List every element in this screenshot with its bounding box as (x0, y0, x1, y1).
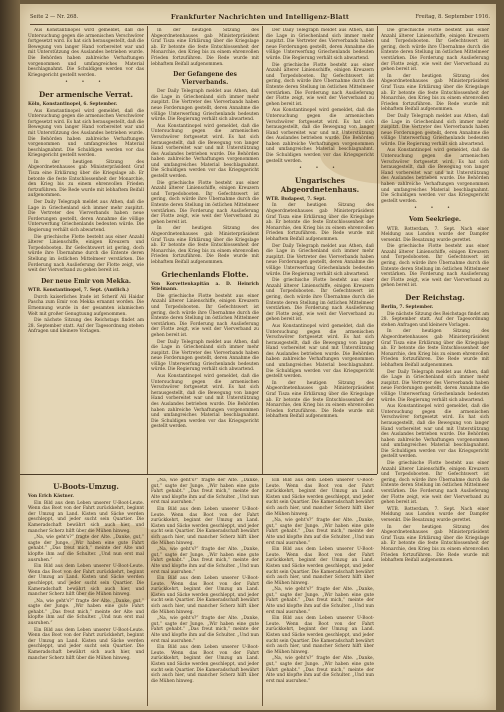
article-headline: Griechenlands Flotte. (161, 269, 249, 279)
body-text: „Na, wie geht's?“ fragte der Alte. „Danke, gut,“ sagte der Junge. „Wir haben eine gute Fahrt gehabt.“ „Das freut mich,“ meinte der Alte und klopfte ihm auf die Schulter. „Und nun erst mal ausruhen.“ (266, 587, 374, 615)
section-rule (20, 474, 377, 475)
body-text: „Na, wie geht's?“ fragte der Alte. „Danke, gut,“ sagte der Junge. „Wir haben eine gute Fahrt gehabt.“ „Das freut mich,“ meinte der Alte und klopfte ihm auf die Schulter. „Und nun erst mal ausruhen.“ (151, 547, 259, 575)
body-text: Die griechische Flotte besteht aus einer Anzahl älterer Linienschiffe, einigen Kreuzern und Torpedobooten. Ihr Gefechtswert ist gering, doch würde ihre Übernahme durch die Entente deren Stellung im östlichen Mittelmeer verstärken. Die Forderung nach Auslieferung der Flotte zeigt, wie weit der Vierverband zu gehen bereit ist. (381, 28, 489, 73)
page-edge (0, 0, 20, 712)
article-byline: Von Erich Kästner. (28, 494, 74, 499)
body-text: In der heutigen Sitzung des Abgeordnetenhauses gab Ministerpräsident Graf Tisza eine Erklärung über die Kriegslage ab. Er betonte die feste Entschlossenheit der Monarchie, den Krieg bis zu einem ehrenvollen Frieden fortzuführen. Die Rede wurde mit lebhaftem Beifall aufgenommen. (266, 380, 374, 420)
article-byline: WTB. Konstantinopel, 7. Sept. (Amtlich.) (28, 288, 129, 294)
body-text: Ein Bild aus dem Leben unserer U-Boot-Leute. Wenn das Boot von der Fahrt zurückkehrt, beginnt der Umzug an Land. Kisten und Säcke werden geschleppt, und jeder sucht sein Quartier. Die Kameradschaft bewährt sich auch hier, und mancher Scherz hilft über die Mühen hinweg. (28, 627, 144, 661)
column-rule (147, 26, 148, 474)
column-rule (262, 26, 263, 474)
newspaper-page (20, 4, 496, 710)
body-text: Durch kaiserliches Irade ist Scherif Ali Haidar Pascha zum Emir von Mekka ernannt worden. Die Ernennung wurde in der gesamten islamischen Welt mit großer Genugtuung aufgenommen. (28, 294, 144, 317)
column-4 (381, 28, 489, 704)
body-text: „Na, wie geht's?“ fragte der Alte. „Danke, gut,“ sagte der Junge. „Wir haben eine gute Fahrt gehabt.“ „Das freut mich,“ meinte der Alte und klopfte ihm auf die Schulter. „Und nun erst mal ausruhen.“ (151, 478, 259, 506)
body-text: Die griechische Flotte besteht aus einer Anzahl älterer Linienschiffe, einigen Kreuzern und Torpedobooten. Ihr Gefechtswert ist gering, doch würde ihre Übernahme durch die Entente deren Stellung im östlichen Mittelmeer verstärken. Die Forderung nach Auslieferung der Flotte zeigt, wie weit der Vierverband zu gehen bereit ist. (381, 461, 489, 506)
article-headline: Vom Seekriege. (408, 216, 462, 223)
body-text: „Na, wie geht's?“ fragte der Alte. „Danke, gut,“ sagte der Junge. „Wir haben eine gute Fahrt gehabt.“ „Das freut mich,“ meinte der Alte und klopfte ihm auf die Schulter. „Und nun erst mal ausruhen.“ (28, 598, 144, 627)
column-feuilleton-1 (28, 478, 144, 706)
body-text: Aus Konstantinopel wird gemeldet, daß die Untersuchung gegen die armenischen Verschwörer fortgesetzt wird. Es hat sich herausgestellt, daß die Bewegung von langer Hand vorbereitet war und mit Unterstützung des Auslandes betrieben wurde. Die Behörden haben zahlreiche Verhaftungen vorgenommen und umfangreiches Material beschlagnahmt. Die Schuldigen werden vor das Kriegsgericht gestellt werden. (266, 108, 374, 164)
body-text: Die nächste Sitzung des Reichstags findet am 28. September statt. Auf der Tagesordnung stehen Anfragen und kleinere Vorlagen. (28, 318, 144, 335)
body-text: „Na, wie geht's?“ fragte der Alte. „Danke, gut,“ sagte der Junge. „Wir haben eine gute Fahrt gehabt.“ „Das freut mich,“ meinte der Alte und klopfte ihm auf die Schulter. „Und nun erst mal ausruhen.“ (266, 656, 374, 684)
body-text: In der heutigen Sitzung des Abgeordnetenhauses gab Ministerpräsident Graf Tisza eine Erklärung über die Kriegslage ab. Er betonte die feste Entschlossenheit der Monarchie, den Krieg bis zu einem ehrenvollen Frieden fortzuführen. Die Rede wurde mit lebhaftem Beifall aufgenommen. (266, 203, 374, 242)
column-feuilleton-2 (151, 478, 259, 706)
body-text: Aus Konstantinopel wird gemeldet, daß die Untersuchung gegen die armenischen Verschwörer fortgesetzt wird. Es hat sich herausgestellt, daß die Bewegung von langer Hand vorbereitet war und mit Unterstützung des Auslandes betrieben wurde. Die Behörden haben zahlreiche Verhaftungen vorgenommen und umfangreiches Material beschlagnahmt. Die Schuldigen werden vor das Kriegsgericht gestellt werden. (28, 108, 144, 159)
body-text: Aus Konstantinopel wird gemeldet, daß die Untersuchung gegen die armenischen Verschwörer fortgesetzt wird. Es hat sich herausgestellt, daß die Bewegung von langer Hand vorbereitet war und mit Unterstützung des Auslandes betrieben wurde. Die Behörden haben zahlreiche Verhaftungen vorgenommen und umfangreiches Material beschlagnahmt. Die Schuldigen werden vor das Kriegsgericht gestellt werden. (266, 323, 374, 380)
article-headline: Der neue Emir von Mekka. (41, 277, 131, 285)
page-number: Seite 2 — Nr. 268. (30, 14, 79, 20)
body-text: Der Daily Telegraph meldet aus Athen, daß die Lage in Griechenland sich immer mehr zuspitzt. Die Vertreter des Vierverbands haben neue Forderungen gestellt, deren Annahme die völlige Unterwerfung Griechenlands bedeuten würde. Die Regierung verhält sich abwartend. (151, 339, 259, 373)
body-text: Der Daily Telegraph meldet aus Athen, daß die Lage in Griechenland sich immer mehr zuspitzt. Die Vertreter des Vierverbands haben neue Forderungen gestellt, deren Annahme die völlige Unterwerfung Griechenlands bedeuten würde. Die Regierung verhält sich abwartend. (266, 243, 374, 277)
masthead: Frankfurter Nachrichten und Intelligenz-Blatt (170, 13, 350, 21)
body-text: Aus Konstantinopel wird gemeldet, daß die Untersuchung gegen die armenischen Verschwörer fortgesetzt wird. Es hat sich herausgestellt, daß die Bewegung von langer Hand vorbereitet war und mit Unterstützung des Auslandes betrieben wurde. Die Behörden haben zahlreiche Verhaftungen vorgenommen und umfangreiches Material beschlagnahmt. Die Schuldigen werden vor das Kriegsgericht gestellt werden. (151, 123, 259, 180)
body-text: WTB. Rotterdam, 7. Sept. Nach einer Meldung aus London wurde der Dampfer versenkt. Die Besatzung wurde gerettet. (381, 226, 489, 243)
body-text: WTB. Rotterdam, 7. Sept. Nach einer Meldung aus London wurde der Dampfer versenkt. Die Besatzung wurde gerettet. (381, 506, 489, 523)
page-header (30, 10, 490, 25)
article-headline: U-Boots-Umzug. (53, 482, 119, 491)
body-text: Die griechische Flotte besteht aus einer Anzahl älterer Linienschiffe, einigen Kreuzern und Torpedobooten. Ihr Gefechtswert ist gering, doch würde ihre Übernahme durch die Entente deren Stellung im östlichen Mittelmeer verstärken. Die Forderung nach Auslieferung der Flotte zeigt, wie weit der Vierverband zu gehen bereit ist. (381, 244, 489, 289)
separator: • • • (64, 79, 108, 86)
column-rule (262, 478, 263, 706)
body-text: Aus Konstantinopel wird gemeldet, daß die Untersuchung gegen die armenischen Verschwörer fortgesetzt wird. Es hat sich herausgestellt, daß die Bewegung von langer Hand vorbereitet war und mit Unterstützung des Auslandes betrieben wurde. Die Behörden haben zahlreiche Verhaftungen vorgenommen und umfangreiches Material beschlagnahmt. Die Schuldigen werden vor das Kriegsgericht gestellt werden. (151, 374, 259, 430)
column-feuilleton-3 (266, 478, 374, 706)
article-headline: Der Gefangene des Vierverbands. (173, 71, 237, 86)
column-1 (28, 28, 144, 472)
body-text: In der heutigen Sitzung des Abgeordnetenhauses gab Ministerpräsident Graf Tisza eine Erklärung über die Kriegslage ab. Er betonte die feste Entschlossenheit der Monarchie, den Krieg bis zu einem ehrenvollen Frieden fortzuführen. Die Rede wurde mit lebhaftem Beifall aufgenommen. (381, 73, 489, 113)
body-text: Die griechische Flotte besteht aus einer Anzahl älterer Linienschiffe, einigen Kreuzern und Torpedobooten. Ihr Gefechtswert ist gering, doch würde ihre Übernahme durch die Entente deren Stellung im östlichen Mittelmeer verstärken. Die Forderung nach Auslieferung der Flotte zeigt, wie weit der Vierverband zu gehen bereit ist. (266, 278, 374, 323)
body-text: Der Daily Telegraph meldet aus Athen, daß die Lage in Griechenland sich immer mehr zuspitzt. Die Vertreter des Vierverbands haben neue Forderungen gestellt, deren Annahme die völlige Unterwerfung Griechenlands bedeuten würde. Die Regierung verhält sich abwartend. (381, 113, 489, 147)
body-text: Die nächste Sitzung des Reichstags findet am 28. September statt. Auf der Tagesordnung stehen Anfragen und kleinere Vorlagen. (381, 311, 489, 328)
article-byline: Köln, Konstantinopel, 6. September. (28, 101, 118, 107)
body-text: Ein Bild aus dem Leben unserer U-Boot-Leute. Wenn das Boot von der Fahrt zurückkehrt, beginnt der Umzug an Land. Kisten und Säcke werden geschleppt, und jeder sucht sein Quartier. Die Kameradschaft bewährt sich auch hier, und mancher Scherz hilft über die Mühen hinweg. (28, 564, 144, 598)
body-text: Ein Bild aus dem Leben unserer U-Boot-Leute. Wenn das Boot von der Fahrt zurückkehrt, beginnt der Umzug an Land. Kisten und Säcke werden geschleppt, und jeder sucht sein Quartier. Die Kameradschaft bewährt sich auch hier, und mancher Scherz hilft über die Mühen hinweg. (266, 478, 374, 517)
body-text: In der heutigen Sitzung des Abgeordnetenhauses gab Ministerpräsident Graf Tisza eine Erklärung über die Kriegslage ab. Er betonte die feste Entschlossenheit der Monarchie, den Krieg bis zu einem ehrenvollen Frieden fortzuführen. Die Rede wurde mit lebhaftem Beifall aufgenommen. (151, 226, 259, 265)
body-text: „Na, wie geht's?“ fragte der Alte. „Danke, gut,“ sagte der Junge. „Wir haben eine gute Fahrt gehabt.“ „Das freut mich,“ meinte der Alte und klopfte ihm auf die Schulter. „Und nun erst mal ausruhen.“ (28, 535, 144, 563)
article-headline: Der Reichstag. (405, 293, 465, 303)
body-text: „Na, wie geht's?“ fragte der Alte. „Danke, gut,“ sagte der Junge. „Wir haben eine gute Fahrt gehabt.“ „Das freut mich,“ meinte der Alte und klopfte ihm auf die Schulter. „Und nun erst mal ausruhen.“ (151, 616, 259, 644)
column-3 (266, 28, 374, 472)
body-text: Der Daily Telegraph meldet aus Athen, daß die Lage in Griechenland sich immer mehr zuspitzt. Die Vertreter des Vierverbands haben neue Forderungen gestellt, deren Annahme die völlige Unterwerfung Griechenlands bedeuten würde. Die Regierung verhält sich abwartend. (28, 200, 144, 233)
body-text: Aus Konstantinopel wird gemeldet, daß die Untersuchung gegen die armenischen Verschwörer fortgesetzt wird. Es hat sich herausgestellt, daß die Bewegung von langer Hand vorbereitet war und mit Unterstützung des Auslandes betrieben wurde. Die Behörden haben zahlreiche Verhaftungen vorgenommen und umfangreiches Material beschlagnahmt. Die Schuldigen werden vor das Kriegsgericht gestellt werden. (28, 28, 144, 78)
body-text: Der Daily Telegraph meldet aus Athen, daß die Lage in Griechenland sich immer mehr zuspitzt. Die Vertreter des Vierverbands haben neue Forderungen gestellt, deren Annahme die völlige Unterwerfung Griechenlands bedeuten würde. Die Regierung verhält sich abwartend. (266, 28, 374, 61)
body-text: Ein Bild aus dem Leben unserer U-Boot-Leute. Wenn das Boot von der Fahrt zurückkehrt, beginnt der Umzug an Land. Kisten und Säcke werden geschleppt, und jeder sucht sein Quartier. Die Kameradschaft bewährt sich auch hier, und mancher Scherz hilft über die Mühen hinweg. (151, 576, 259, 615)
body-text: „Na, wie geht's?“ fragte der Alte. „Danke, gut,“ sagte der Junge. „Wir haben eine gute Fahrt gehabt.“ „Das freut mich,“ meinte der Alte und klopfte ihm auf die Schulter. „Und nun erst mal ausruhen.“ (266, 518, 374, 546)
body-text: Der Daily Telegraph meldet aus Athen, daß die Lage in Griechenland sich immer mehr zuspitzt. Die Vertreter des Vierverbands haben neue Forderungen gestellt, deren Annahme die völlige Unterwerfung Griechenlands bedeuten würde. Die Regierung verhält sich abwartend. (151, 89, 259, 123)
body-text: In der heutigen Sitzung des Abgeordnetenhauses gab Ministerpräsident Graf Tisza eine Erklärung über die Kriegslage ab. Er betonte die feste Entschlossenheit der Monarchie, den Krieg bis zu einem ehrenvollen Frieden fortzuführen. Die Rede wurde mit lebhaftem Beifall aufgenommen. (151, 28, 259, 67)
body-text: In der heutigen Sitzung des Abgeordnetenhauses gab Ministerpräsident Graf Tisza eine Erklärung über die Kriegslage ab. Er betonte die feste Entschlossenheit der Monarchie, den Krieg bis zu einem ehrenvollen Frieden fortzuführen. Die Rede wurde mit lebhaftem Beifall aufgenommen. (28, 159, 144, 199)
body-text: In der heutigen Sitzung des Abgeordnetenhauses gab Ministerpräsident Graf Tisza eine Erklärung über die Kriegslage ab. Er betonte die feste Entschlossenheit der Monarchie, den Krieg bis zu einem ehrenvollen Frieden fortzuführen. Die Rede wurde mit lebhaftem Beifall aufgenommen. (381, 524, 489, 564)
body-text: Ein Bild aus dem Leben unserer U-Boot-Leute. Wenn das Boot von der Fahrt zurückkehrt, beginnt der Umzug an Land. Kisten und Säcke werden geschleppt, und jeder sucht sein Quartier. Die Kameradschaft bewährt sich auch hier, und mancher Scherz hilft über die Mühen hinweg. (151, 645, 259, 684)
body-text: Aus Konstantinopel wird gemeldet, daß die Untersuchung gegen die armenischen Verschwörer fortgesetzt wird. Es hat sich herausgestellt, daß die Bewegung von langer Hand vorbereitet war und mit Unterstützung des Auslandes betrieben wurde. Die Behörden haben zahlreiche Verhaftungen vorgenommen und umfangreiches Material beschlagnahmt. Die Schuldigen werden vor das Kriegsgericht gestellt werden. (381, 148, 489, 204)
article-byline: WTB. Budapest, 7. Sept. (266, 196, 326, 202)
body-text: Aus Konstantinopel wird gemeldet, daß die Untersuchung gegen die armenischen Verschwörer fortgesetzt wird. Es hat sich herausgestellt, daß die Bewegung von langer Hand vorbereitet war und mit Unterstützung des Auslandes betrieben wurde. Die Behörden haben zahlreiche Verhaftungen vorgenommen und umfangreiches Material beschlagnahmt. Die Schuldigen werden vor das Kriegsgericht gestellt werden. (381, 404, 489, 460)
column-2 (151, 28, 259, 472)
column-rule (147, 478, 148, 706)
article-byline: Berlin, 7. September. (381, 305, 434, 311)
article-byline: Von Korvettenkapitän a. D. Heinrich Stielmann. (151, 281, 259, 293)
body-text: Die griechische Flotte besteht aus einer Anzahl älterer Linienschiffe, einigen Kreuzern und Torpedobooten. Ihr Gefechtswert ist gering, doch würde ihre Übernahme durch die Entente deren Stellung im östlichen Mittelmeer verstärken. Die Forderung nach Auslieferung der Flotte zeigt, wie weit der Vierverband zu gehen bereit ist. (28, 234, 144, 274)
column-rule (377, 26, 378, 474)
article-headline: Der armenische Verrat. (39, 89, 133, 99)
issue-date: Freitag, 8. September 1916. (415, 14, 490, 20)
article-headline: Ungarisches Abgeordnetenhaus. (280, 175, 360, 194)
body-text: Die griechische Flotte besteht aus einer Anzahl älterer Linienschiffe, einigen Kreuzern und Torpedobooten. Ihr Gefechtswert ist gering, doch würde ihre Übernahme durch die Entente deren Stellung im östlichen Mittelmeer verstärken. Die Forderung nach Auslieferung der Flotte zeigt, wie weit der Vierverband zu gehen bereit ist. (266, 62, 374, 107)
body-text: Die griechische Flotte besteht aus einer Anzahl älterer Linienschiffe, einigen Kreuzern und Torpedobooten. Ihr Gefechtswert ist gering, doch würde ihre Übernahme durch die Entente deren Stellung im östlichen Mittelmeer verstärken. Die Forderung nach Auslieferung der Flotte zeigt, wie weit der Vierverband zu gehen bereit ist. (151, 180, 259, 225)
body-text: Ein Bild aus dem Leben unserer U-Boot-Leute. Wenn das Boot von der Fahrt zurückkehrt, beginnt der Umzug an Land. Kisten und Säcke werden geschleppt, und jeder sucht sein Quartier. Die Kameradschaft bewährt sich auch hier, und mancher Scherz hilft über die Mühen hinweg. (266, 616, 374, 655)
separator: • • • (298, 165, 342, 172)
separator: • • • (413, 205, 457, 212)
body-text: Der Daily Telegraph meldet aus Athen, daß die Lage in Griechenland sich immer mehr zuspitzt. Die Vertreter des Vierverbands haben neue Forderungen gestellt, deren Annahme die völlige Unterwerfung Griechenlands bedeuten würde. Die Regierung verhält sich abwartend. (381, 369, 489, 403)
body-text: In der heutigen Sitzung des Abgeordnetenhauses gab Ministerpräsident Graf Tisza eine Erklärung über die Kriegslage ab. Er betonte die feste Entschlossenheit der Monarchie, den Krieg bis zu einem ehrenvollen Frieden fortzuführen. Die Rede wurde mit lebhaftem Beifall aufgenommen. (381, 329, 489, 368)
body-text: Ein Bild aus dem Leben unserer U-Boot-Leute. Wenn das Boot von der Fahrt zurückkehrt, beginnt der Umzug an Land. Kisten und Säcke werden geschleppt, und jeder sucht sein Quartier. Die Kameradschaft bewährt sich auch hier, und mancher Scherz hilft über die Mühen hinweg. (28, 500, 144, 534)
body-text: Die griechische Flotte besteht aus einer Anzahl älterer Linienschiffe, einigen Kreuzern und Torpedobooten. Ihr Gefechtswert ist gering, doch würde ihre Übernahme durch die Entente deren Stellung im östlichen Mittelmeer verstärken. Die Forderung nach Auslieferung der Flotte zeigt, wie weit der Vierverband zu gehen bereit ist. (151, 293, 259, 338)
body-text: Ein Bild aus dem Leben unserer U-Boot-Leute. Wenn das Boot von der Fahrt zurückkehrt, beginnt der Umzug an Land. Kisten und Säcke werden geschleppt, und jeder sucht sein Quartier. Die Kameradschaft bewährt sich auch hier, und mancher Scherz hilft über die Mühen hinweg. (151, 506, 259, 546)
body-text: Ein Bild aus dem Leben unserer U-Boot-Leute. Wenn das Boot von der Fahrt zurückkehrt, beginnt der Umzug an Land. Kisten und Säcke werden geschleppt, und jeder sucht sein Quartier. Die Kameradschaft bewährt sich auch hier, und mancher Scherz hilft über die Mühen hinweg. (266, 547, 374, 586)
